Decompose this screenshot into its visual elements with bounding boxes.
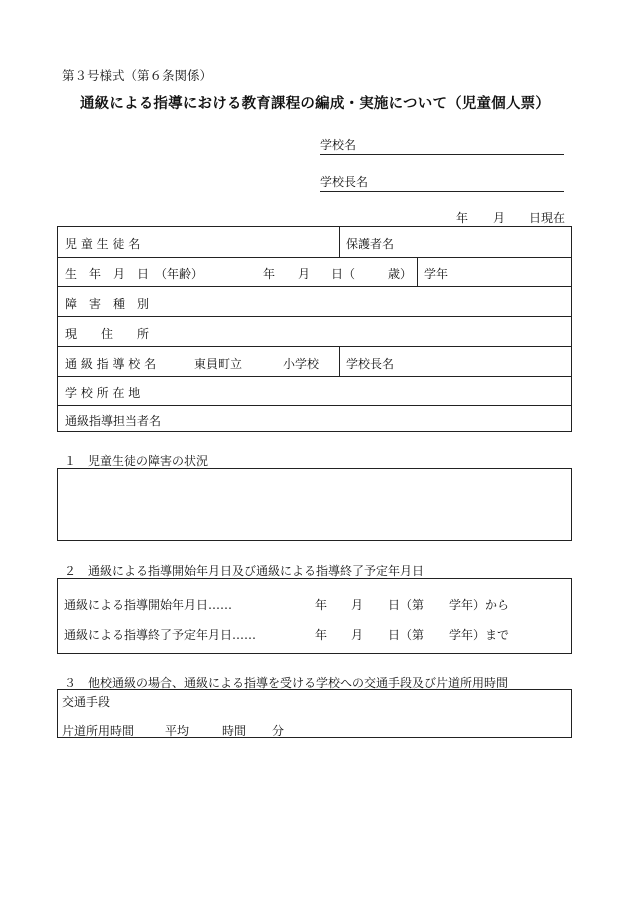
period-box xyxy=(57,578,572,654)
as-of-month: 月 xyxy=(493,211,506,225)
section2-title: ２ 通級による指導開始年月日及び通級による指導終了予定年月日 xyxy=(64,564,425,578)
guardian-name-label: 保護者名 xyxy=(346,237,395,251)
as-of-year: 年 xyxy=(456,211,469,225)
student-info-table xyxy=(57,226,572,432)
school-name-field[interactable] xyxy=(320,136,564,155)
transport-box xyxy=(57,689,572,738)
school-address-label: 学 校 所 在 地 xyxy=(65,386,141,400)
hours-unit: 時間 xyxy=(222,724,247,738)
average-label: 平均 xyxy=(165,724,190,738)
divider xyxy=(339,227,340,257)
birthdate-label: 生 年 月 日 （年齢） xyxy=(65,267,204,281)
age-suffix: 歳） xyxy=(388,267,413,281)
start-suffix: 学年）から xyxy=(449,598,510,612)
row-address xyxy=(58,316,571,347)
start-day-grade: 日（第 xyxy=(388,598,425,612)
form-code: 第３号様式（第６条関係） xyxy=(62,68,213,83)
birth-year-unit: 年 xyxy=(263,267,276,281)
document-title: 通級による指導における教育課程の編成・実施について（児童個人票） xyxy=(79,95,551,112)
disability-type-label: 障 害 種 別 xyxy=(65,297,150,311)
principal-name-field[interactable] xyxy=(320,173,564,192)
row-disability xyxy=(58,286,571,317)
end-day-grade: 日（第 xyxy=(388,628,425,642)
birth-month-unit: 月 xyxy=(298,267,311,281)
start-year-unit: 年 xyxy=(315,598,328,612)
end-date-label: 通級による指導終了予定年月日…… xyxy=(64,628,257,642)
end-suffix: 学年）まで xyxy=(449,628,510,642)
start-date-label: 通級による指導開始年月日…… xyxy=(64,598,233,612)
town-prefix: 東員町立 xyxy=(194,357,243,371)
end-year-unit: 年 xyxy=(315,628,328,642)
row-tsukyu-school xyxy=(58,346,571,377)
divider xyxy=(417,258,418,287)
one-way-time-label: 片道所用時間 xyxy=(62,724,135,738)
birth-day-unit: 日（ xyxy=(331,267,356,281)
elementary-suffix: 小学校 xyxy=(283,357,320,371)
as-of-date xyxy=(0,209,630,225)
row-school-address xyxy=(58,376,571,406)
row-teacher xyxy=(58,405,571,433)
tsukyu-principal-label: 学校長名 xyxy=(346,357,395,371)
section3-title: ３ 他校通級の場合、通級による指導を受ける学校への交通手段及び片道所用時間 xyxy=(64,676,509,690)
teacher-label: 通級指導担当者名 xyxy=(65,414,162,428)
row-birthdate xyxy=(58,257,571,287)
school-name-label: 学校名 xyxy=(320,138,357,152)
divider xyxy=(339,347,340,377)
principal-name-label: 学校長名 xyxy=(320,175,369,189)
student-name-label: 児 童 生 徒 名 xyxy=(65,237,141,251)
disability-status-box[interactable] xyxy=(57,468,572,541)
row-student-name xyxy=(58,227,571,257)
tsukyu-school-label: 通 級 指 導 校 名 xyxy=(65,357,157,371)
start-month-unit: 月 xyxy=(351,598,364,612)
section1-title: １ 児童生徒の障害の状況 xyxy=(64,454,209,468)
as-of-day: 日現在 xyxy=(529,211,566,225)
transport-label: 交通手段 xyxy=(62,695,111,709)
minutes-unit: 分 xyxy=(272,724,285,738)
grade-label: 学年 xyxy=(424,267,449,281)
address-label: 現 住 所 xyxy=(65,327,150,341)
end-month-unit: 月 xyxy=(351,628,364,642)
